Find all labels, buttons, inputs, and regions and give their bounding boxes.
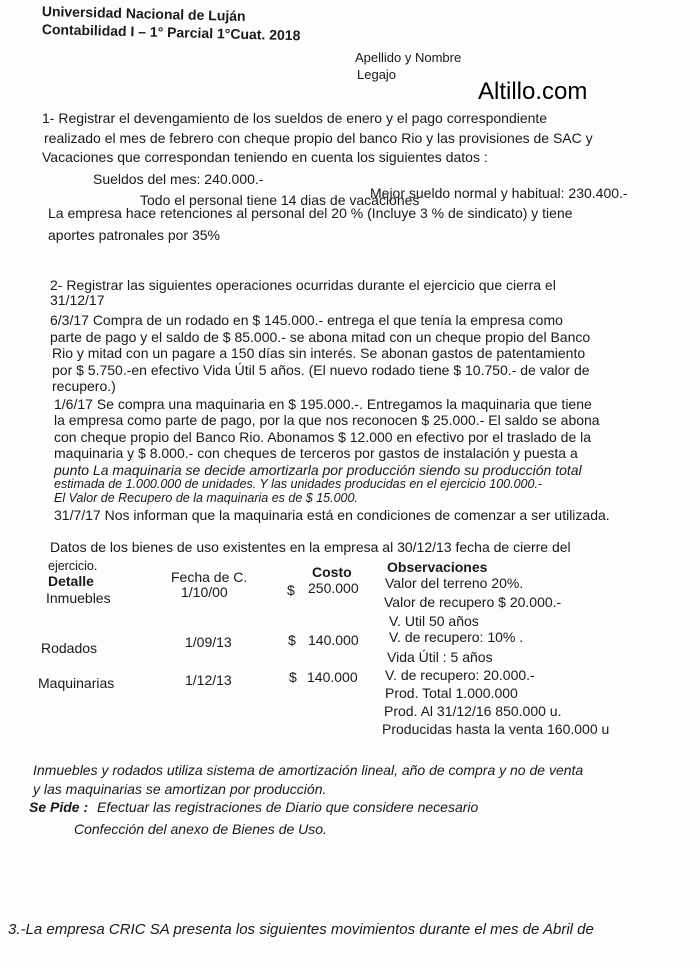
table-cell-obs: Prod. Total 1.000.000 (385, 685, 518, 701)
se-pide-item: Efectuar las registraciones de Diario que considere necesario (97, 799, 479, 815)
q1-line: Sueldos del mes: 240.000.- (93, 171, 264, 187)
table-header-fecha: Fecha de C. (171, 569, 248, 585)
table-cell-detalle: Inmuebles (46, 590, 111, 606)
table-cell-obs: Producidas hasta la venta 160.000 u (382, 721, 610, 737)
question-3: 3.-La empresa CRIC SA presenta los siguientes movimientos durante el mes de Abril de (8, 921, 594, 938)
university-name: Universidad Nacional de Luján (41, 3, 246, 24)
q1-line: Todo el personal tiene 14 dias de vacaciones (140, 192, 420, 208)
q2-line: estimada de 1.000.000 de unidades. Y las unidades producidas en el ejercicio 100.000.- (54, 477, 543, 491)
watermark: Altillo.com (478, 78, 588, 105)
table-cell-obs: Valor del terreno 20%. (385, 575, 524, 591)
table-cell-fecha: 1/12/13 (185, 672, 232, 688)
table-cell-detalle: Maquinarias (38, 675, 115, 691)
table-cell-currency: $ (287, 582, 295, 598)
table-cell-fecha: 1/10/00 (181, 584, 228, 600)
q2-line: El Valor de Recupero de la maquinaria es de $ 15.000. (54, 491, 358, 505)
q1-line: Vacaciones que correspondan teniendo en cuenta los siguientes datos : (42, 149, 488, 165)
q1-line: 1- Registrar el devengamiento de los sueldos de enero y el pago correspondiente (42, 110, 548, 126)
table-cell-obs: Vida Útil : 5 años (387, 649, 493, 665)
table-header-detalle: Detalle (48, 573, 94, 589)
table-cell-costo: 140.000 (307, 669, 358, 685)
q2-line: 2- Registrar las siguientes operaciones ocurridas durante el ejercicio que cierra el (50, 277, 556, 293)
table-cell-costo: 250.000 (308, 580, 359, 596)
q1-line: La empresa hace retenciones al personal del 20 % (Incluye 3 % de sindicato) y tiene (48, 205, 573, 221)
q2-line: 31/12/17 (50, 292, 105, 308)
q2-line: la empresa como parte de pago, por la que nos reconocen $ 25.000.- El saldo se abona (54, 412, 600, 428)
q2-line: Rio y mitad con un pagare a 150 días sin interés. Se abonan gastos de patentamiento (52, 345, 586, 361)
q2-line: por $ 5.750.-en efectivo Vida Útil 5 años. (El nuevo rodado tiene $ 10.750.- de valor de (52, 362, 590, 378)
q2-line: punto La maquinaria se decide amortizarla por producción siendo su producción total (54, 462, 582, 478)
q2-line: maquinaria y $ 8.000.- con cheques de terceros por gastos de instalación y puesta a (54, 445, 578, 461)
q2-line: ejercicio. (48, 559, 98, 573)
amortization-note: y las maquinarias se amortizan por producción. (33, 781, 327, 797)
legajo-label: Legajo (357, 67, 397, 82)
apellido-label: Apellido y Nombre (355, 50, 462, 65)
table-cell-currency: $ (289, 669, 297, 685)
q1-line: realizado el mes de febrero con cheque propio del banco Rio y las provisiones de SAC y (44, 130, 593, 146)
q2-line: recupero.) (52, 378, 116, 394)
q2-line: 1/6/17 Se compra una maquinaria en $ 195.000.-. Entregamos la maquinaria que tiene (54, 396, 592, 412)
course-title: Contabilidad I – 1° Parcial 1°Cuat. 2018 (41, 21, 301, 44)
table-cell-currency: $ (288, 632, 296, 648)
q1-line: aportes patronales por 35% (48, 227, 220, 243)
table-cell-obs: V. de recupero: 20.000.- (385, 667, 535, 683)
q2-line: con cheque propio del Banco Rio. Abonamos $ 12.000 en efectivo por el traslado de la (54, 429, 592, 445)
se-pide-item: Confección del anexo de Bienes de Uso. (74, 821, 327, 837)
table-cell-obs: V. Util 50 años (389, 613, 479, 629)
table-header-costo: Costo (312, 564, 352, 580)
table-cell-obs: V. de recupero: 10% . (389, 629, 524, 645)
table-header-observaciones: Observaciones (387, 559, 488, 575)
amortization-note: Inmuebles y rodados utiliza sistema de amortización lineal, año de compra y no de venta (33, 762, 584, 778)
q2-line: 6/3/17 Compra de un rodado en $ 145.000.- entrega el que tenía la empresa como (50, 312, 563, 328)
q2-line: parte de pago y el saldo de $ 85.000.- se abona mitad con un cheque propio del Banco (50, 329, 591, 345)
q1-line: Mejor sueldo normal y habitual: 230.400.- (370, 185, 628, 201)
table-cell-costo: 140.000 (308, 632, 359, 648)
q2-line: 31/7/17 Nos informan que la maquinaria está en condiciones de comenzar a ser utilizada. (54, 507, 610, 523)
table-cell-fecha: 1/09/13 (185, 634, 232, 650)
table-cell-obs: Prod. Al 31/12/16 850.000 u. (384, 703, 562, 719)
table-cell-detalle: Rodados (41, 640, 98, 656)
se-pide-label: Se Pide : (29, 799, 89, 815)
q2-line: Datos de los bienes de uso existentes en la empresa al 30/12/13 fecha de cierre del (50, 539, 571, 555)
table-cell-obs: Valor de recupero $ 20.000.- (384, 594, 562, 610)
